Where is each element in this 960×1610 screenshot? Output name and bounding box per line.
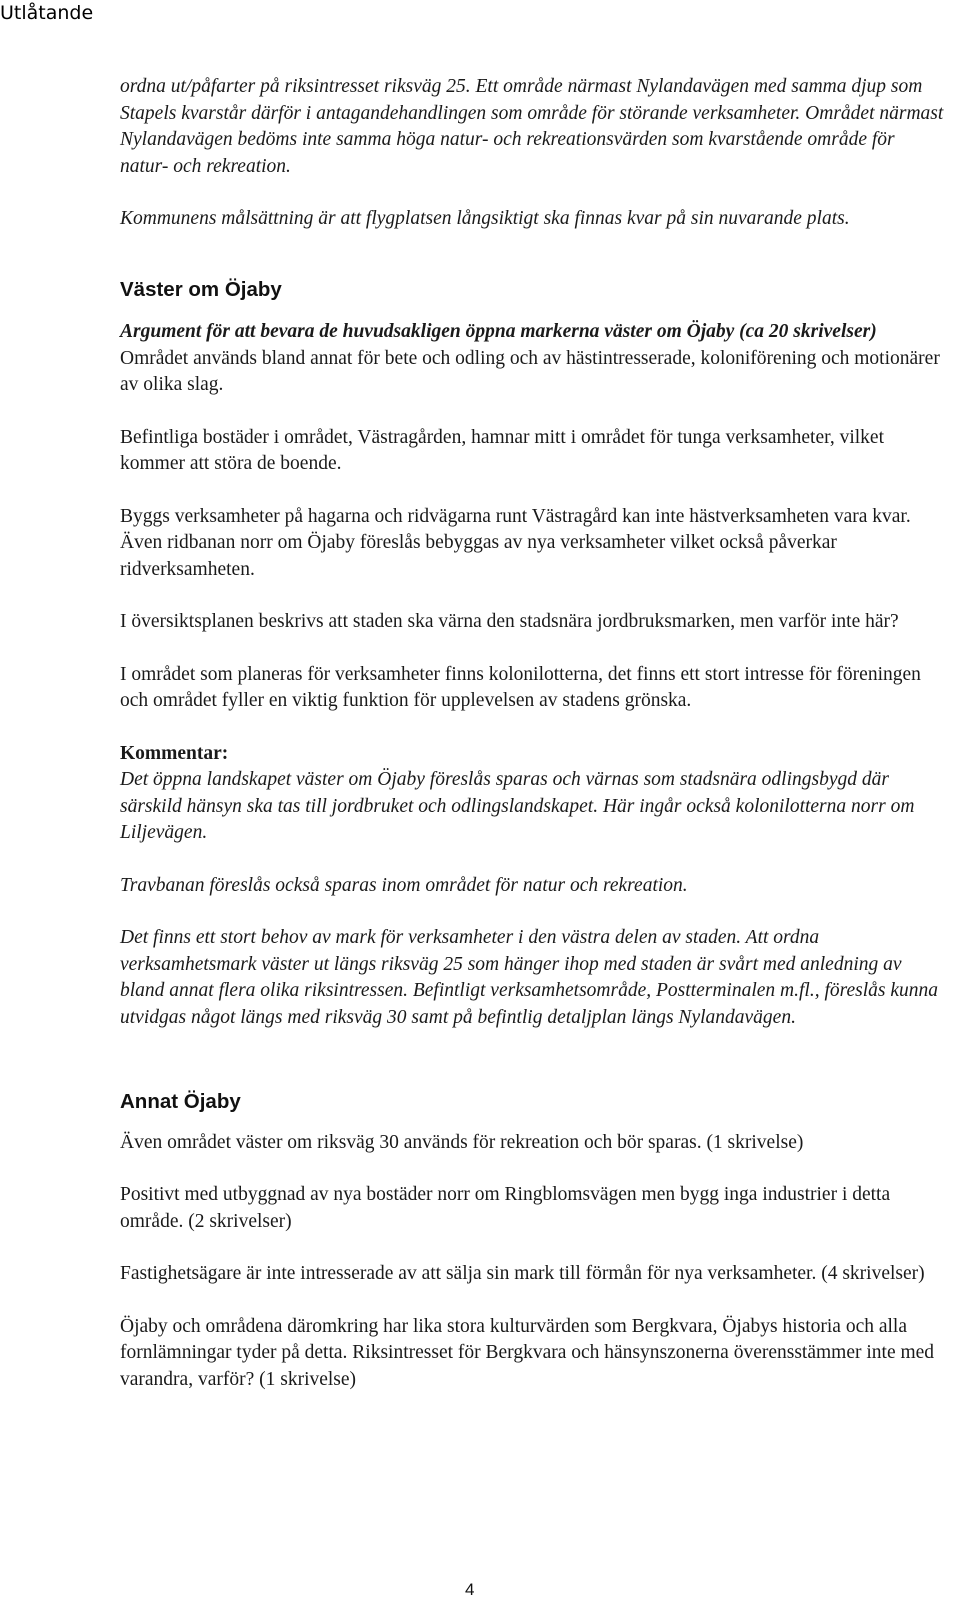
argument-paragraph: Området används bland annat för bete och odling och av hästintresserade, koloniförening och motionärer av olika slag.	[120, 347, 940, 395]
comment-paragraph: Det öppna landskapet väster om Öjaby föreslås sparas och värnas som stadsnära odlingsbygd där särskild hänsyn ska tas till jordbruket och odlingslandskapet. Här ingår också kolonilotterna norr om Liljevägen.	[120, 769, 915, 843]
annat-paragraph: Öjaby och områdena däromkring har lika stora kulturvärden som Bergkvara, Öjabys historia och alla fornlämningar tyder på detta. Riksintresset för Bergkvara och hänsynszonerna överensstämmer inte med varandra, varför? (1 skrivelse)	[120, 1315, 935, 1390]
argument-paragraph: I översiktsplanen beskrivs att staden ska värna den stadsnära jordbruksmarken, men varför inte här?	[120, 611, 899, 632]
intro-paragraph: ordna ut/påfarter på riksintresset riksväg 25. Ett område närmast Nylandavägen med samma djup som Stapels kvarstår därför i antagandehandlingen som område för störande verksamheter. Området närmast Nylandavägen bedöms inte samma höga natur- och rekreationsvärden som kvarstående område för natur- och rekreation.	[120, 76, 944, 177]
annat-paragraph: Positivt med utbyggnad av nya bostäder norr om Ringblomsvägen men bygg inga industrier i detta område. (2 skrivelser)	[120, 1184, 891, 1232]
argument-paragraph: Byggs verksamheter på hagarna och ridvägarna runt Västragård kan inte hästverksamheten vara kvar. Även ridbanan norr om Öjaby föreslås bebyggas av nya verksamheter vilket också påverkar ridverksamheten.	[120, 505, 911, 580]
comment-paragraph: Travbanan föreslås också sparas inom området för natur och rekreation.	[120, 874, 688, 896]
argument-heading: Argument för att bevara de huvudsakligen öppna markerna väster om Öjaby (ca 20 skrivelser)	[120, 321, 877, 342]
comment-label: Kommentar:	[120, 742, 229, 764]
argument-paragraph: Befintliga bostäder i området, Västragården, hamnar mitt i området för tunga verksamheter, vilket kommer att störa de boende.	[120, 426, 884, 474]
page-number: 4	[465, 1580, 475, 1599]
annat-paragraph: Även området väster om riksväg 30 används för rekreation och bör sparas. (1 skrivelse)	[120, 1131, 804, 1153]
annat-paragraph: Fastighetsägare är inte intresserade av att sälja sin mark till förmån för nya verksamheter. (4 skrivelser)	[120, 1263, 925, 1284]
comment-paragraph: Det finns ett stort behov av mark för verksamheter i den västra delen av staden. Att ordna verksamhetsmark väster ut längs riksväg 25 som hänger ihop med staden är svårt med anledning av bland annat flera olika riksintressen. Befintligt verksamhetsområde, Postterminalen m.fl., föreslås kunna utvidgas något längs med riksväg 30 samt på befintlig detaljplan längs Nylandavägen.	[120, 927, 939, 1028]
section-heading-annat: Annat Öjaby	[120, 1090, 241, 1113]
argument-paragraph: I området som planeras för verksamheter finns kolonilotterna, det finns ett stort intresse för föreningen och området fyller en viktig funktion för upplevelsen av stadens grönska.	[120, 663, 921, 711]
document-body	[120, 74, 946, 1393]
section-heading-vaster: Väster om Öjaby	[120, 277, 282, 301]
intro-goal-paragraph: Kommunens målsättning är att flygplatsen långsiktigt ska finnas kvar på sin nuvarande plats.	[120, 208, 850, 229]
document-header: Utlåtande	[0, 2, 94, 24]
